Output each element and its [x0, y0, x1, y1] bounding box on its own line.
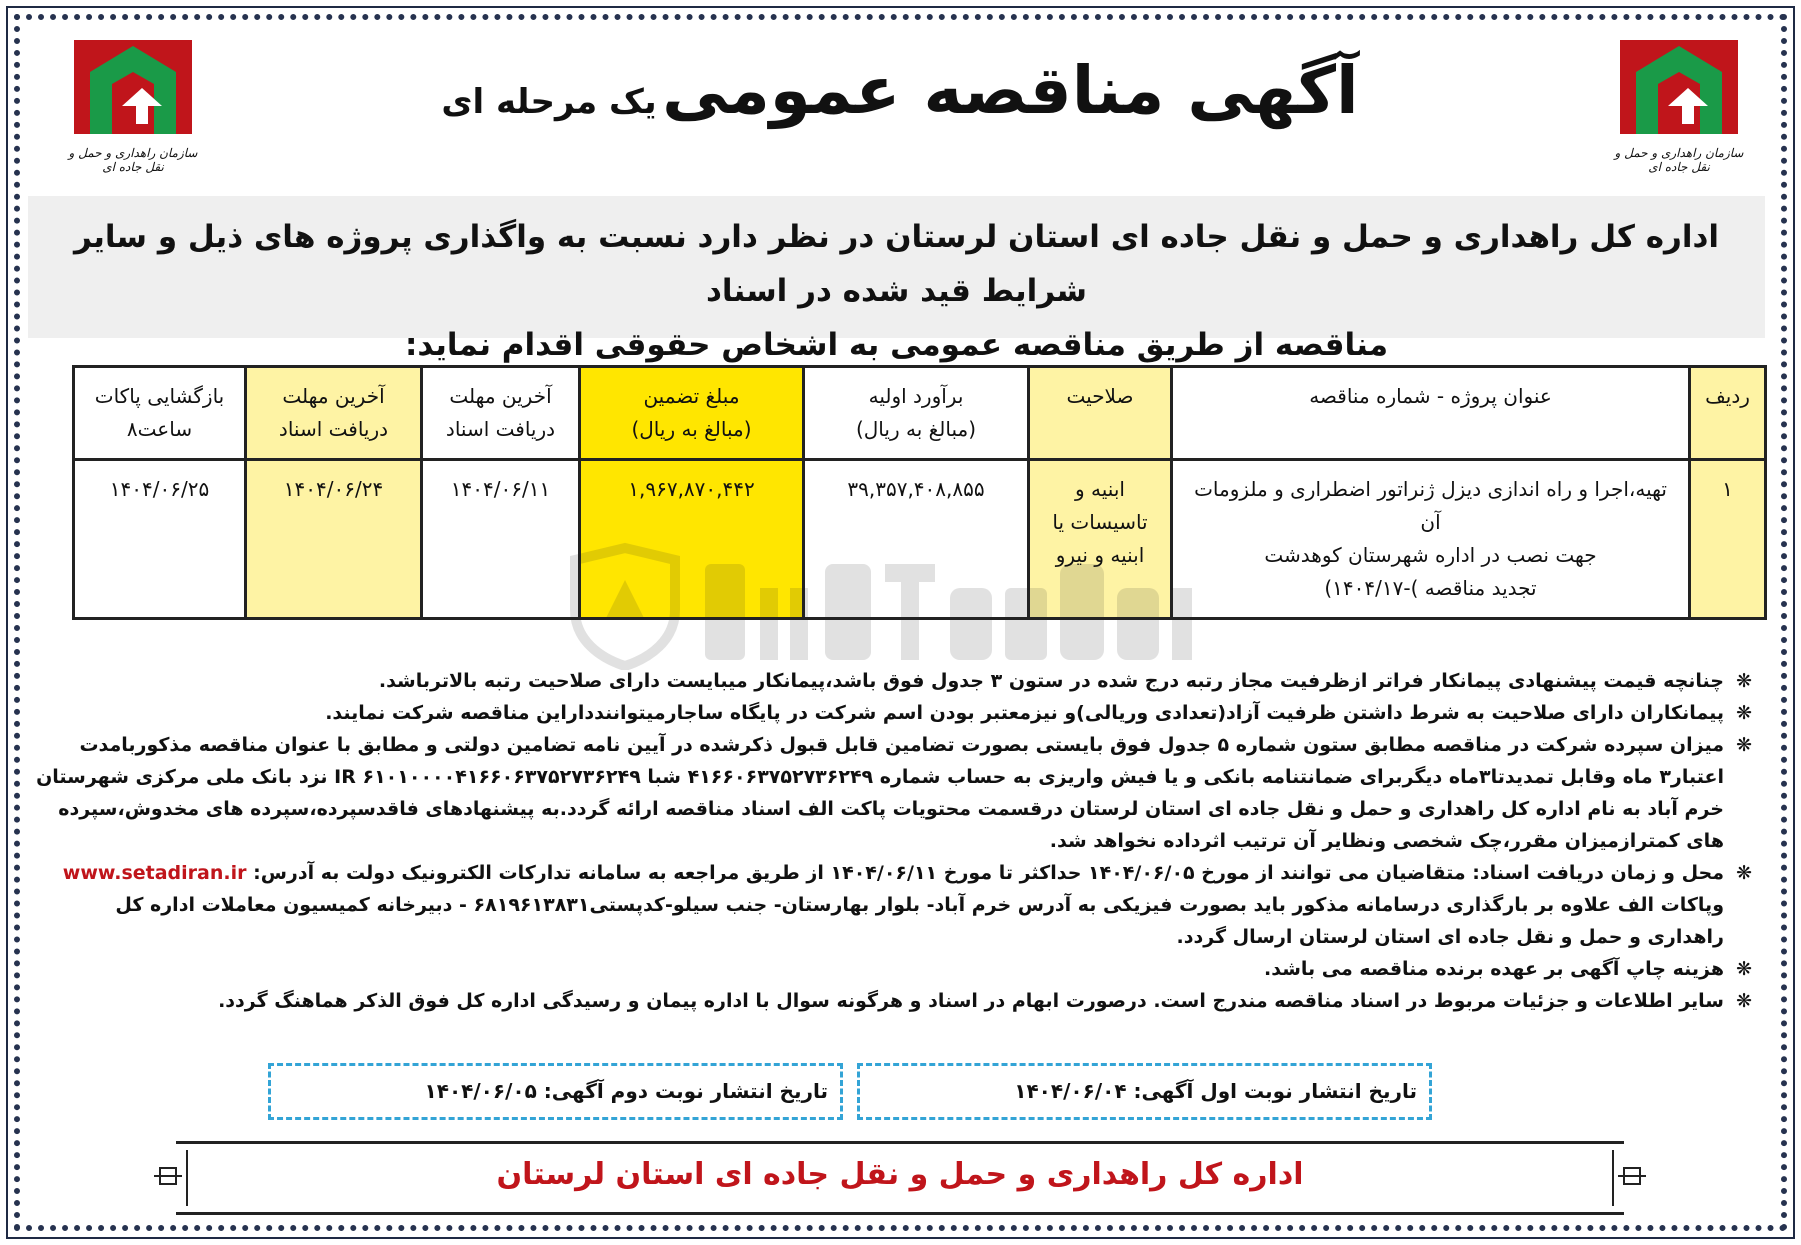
conditions-list	[36, 665, 1752, 1017]
header-deadline-1: آخرین مهلت دریافت اسناد	[422, 367, 580, 460]
header-initial-estimate: برآورد اولیه (مبالغ به ریال)	[804, 367, 1029, 460]
intro-line-2: مناقصه از طریق مناقصه عمومی به اشخاص حقوقی اقدام نماید:	[404, 327, 1389, 363]
cell-opening: ۱۴۰۴/۰۶/۲۵	[74, 460, 246, 619]
footer-banner	[154, 1137, 1646, 1219]
logo-caption: سازمان راهداری و حمل و نقل جاده ای	[68, 146, 198, 174]
title-sub: یک مرحله ای	[441, 82, 657, 122]
cell-deadline-1: ۱۴۰۴/۰۶/۱۱	[422, 460, 580, 619]
list-item: ❋ پیمانکاران دارای صلاحیت به شرط داشتن ظرفیت آزاد(تعدادی وریالی)و نیزمعتبر بودن اسم شرکت در پایگاه ساجارمیتوانندداراین مناقصه شرکت نمایند.	[36, 697, 1752, 729]
logo-right	[1614, 32, 1744, 174]
star-bullet-icon: ❋	[1736, 862, 1752, 884]
page-title	[420, 52, 1380, 129]
intro-line-1: اداره کل راهداری و حمل و نقل جاده ای استان لرستان در نظر دارد نسبت به واگذاری پروژه های ذیل و سایر شرایط قید شده در اسناد	[73, 219, 1719, 309]
table-header-row	[74, 367, 1766, 460]
list-item: ❋ سایر اطلاعات و جزئیات مربوط در اسناد مناقصه مندرج است. درصورت ابهام در اسناد و هرگونه سوال با اداره پیمان و رسیدگی اداره کل فوق الذکر هماهنگ گردد.	[36, 985, 1752, 1017]
star-bullet-icon: ❋	[1736, 702, 1752, 724]
list-item: ❋ هزینه چاپ آگهی بر عهده برنده مناقصه می باشد.	[36, 953, 1752, 985]
cell-initial-estimate: ۳۹,۳۵۷,۴۰۸,۸۵۵	[804, 460, 1029, 619]
header-deadline-2: آخرین مهلت دریافت اسناد	[246, 367, 422, 460]
publication-date-first: تاریخ انتشار نوبت اول آگهی: ۱۴۰۴/۰۶/۰۴	[857, 1063, 1432, 1120]
star-bullet-icon: ❋	[1736, 670, 1752, 692]
list-item: ❋ محل و زمان دریافت اسناد: متقاضیان می توانند از مورخ ۱۴۰۴/۰۶/۰۵ حداکثر تا مورخ ۱۴۰۴/۰۶/۱۱ از طریق مراجعه به سامانه تدارکات الکترونیک دولت به آدرس: www.setadiran.ir وپاکات الف علاوه بر بارگذاری درسامانه مذکور باید بصورت فیزیکی به آدرس خرم آباد- بلوار بهارستان- جنب سیلو-کدپستی۶۸۱۹۶۱۳۸۳۱ - دبیرخانه کمیسیون معاملات اداره کل راهداری و حمل و نقل جاده ای استان لرستان ارسال گردد.	[36, 857, 1752, 953]
header-project-title: عنوان پروژه - شماره مناقصه	[1172, 367, 1690, 460]
setadiran-link[interactable]: www.setadiran.ir	[62, 862, 247, 884]
intro-paragraph	[28, 196, 1765, 363]
logo-caption: سازمان راهداری و حمل و نقل جاده ای	[1614, 146, 1744, 174]
star-bullet-icon: ❋	[1736, 990, 1752, 1012]
road-org-logo-icon	[68, 32, 198, 142]
publication-date-second: تاریخ انتشار نوبت دوم آگهی: ۱۴۰۴/۰۶/۰۵	[268, 1063, 843, 1120]
header-qualification: صلاحیت	[1029, 367, 1172, 460]
star-bullet-icon: ❋	[1736, 958, 1752, 980]
footer-org-name: اداره کل راهداری و حمل و نقل جاده ای استان لرستان	[496, 1157, 1304, 1192]
cell-row-number: ۱	[1690, 460, 1766, 619]
table-row	[74, 460, 1766, 619]
cell-project-title: تهیه،اجرا و راه اندازی دیزل ژنراتور اضطراری و ملزومات آن جهت نصب در اداره شهرستان کوهدشت تجدید مناقصه )-۱۴۰۴/۱۷)	[1172, 460, 1690, 619]
cell-deadline-2: ۱۴۰۴/۰۶/۲۴	[246, 460, 422, 619]
list-item: ❋ چنانچه قیمت پیشنهادی پیمانکار فراتر ازظرفیت مجاز رتبه درج شده در ستون ۳ جدول فوق باشد،پیمانکار میبایست دارای صلاحیت رتبه بالاترباشد.	[36, 665, 1752, 697]
logo-left	[68, 32, 198, 174]
header-row-number: ردیف	[1690, 367, 1766, 460]
list-item: ❋ میزان سپرده شرکت در مناقصه مطابق ستون شماره ۵ جدول فوق بایستی بصورت تضامین قابل قبول ذکرشده در آیین نامه تضامین دولتی و مطابق با عنوان مناقصه مذکوربامدت اعتبار۳ ماه وقابل تمدیدتا۳ماه دیگربرای ضمانتنامه بانکی و یا فیش واریزی به حساب شماره ۴۱۶۶۰۶۳۷۵۲۷۳۶۲۴۹ شبا IR ۶۱۰۱۰۰۰۰۴۱۶۶۰۶۳۷۵۲۷۳۶۲۴۹ نزد بانک ملی مرکزی شهرستان خرم آباد به نام اداره کل راهداری و حمل و نقل جاده ای استان لرستان درقسمت محتویات پاکت الف اسناد مناقصه ارائه گردد.به پیشنهادهای فاقدسپرده،سپرده های مخدوش،سپرده های کمترازمیزان مقرر،چک شخصی ونظایر آن ترتیب اثرداده نخواهد شد.	[36, 729, 1752, 857]
cell-guarantee-amount: ۱,۹۶۷,۸۷۰,۴۴۲	[580, 460, 804, 619]
header-opening: بازگشایی پاکات ساعت۸	[74, 367, 246, 460]
cell-qualification: ابنیه و تاسیسات یا ابنیه و نیرو	[1029, 460, 1172, 619]
star-bullet-icon: ❋	[1736, 734, 1752, 756]
title-main: آگهی مناقصه عمومی	[662, 52, 1359, 129]
header-guarantee-amount: مبلغ تضمین (مبالغ به ریال)	[580, 367, 804, 460]
tender-table	[72, 365, 1767, 620]
road-org-logo-icon	[1614, 32, 1744, 142]
